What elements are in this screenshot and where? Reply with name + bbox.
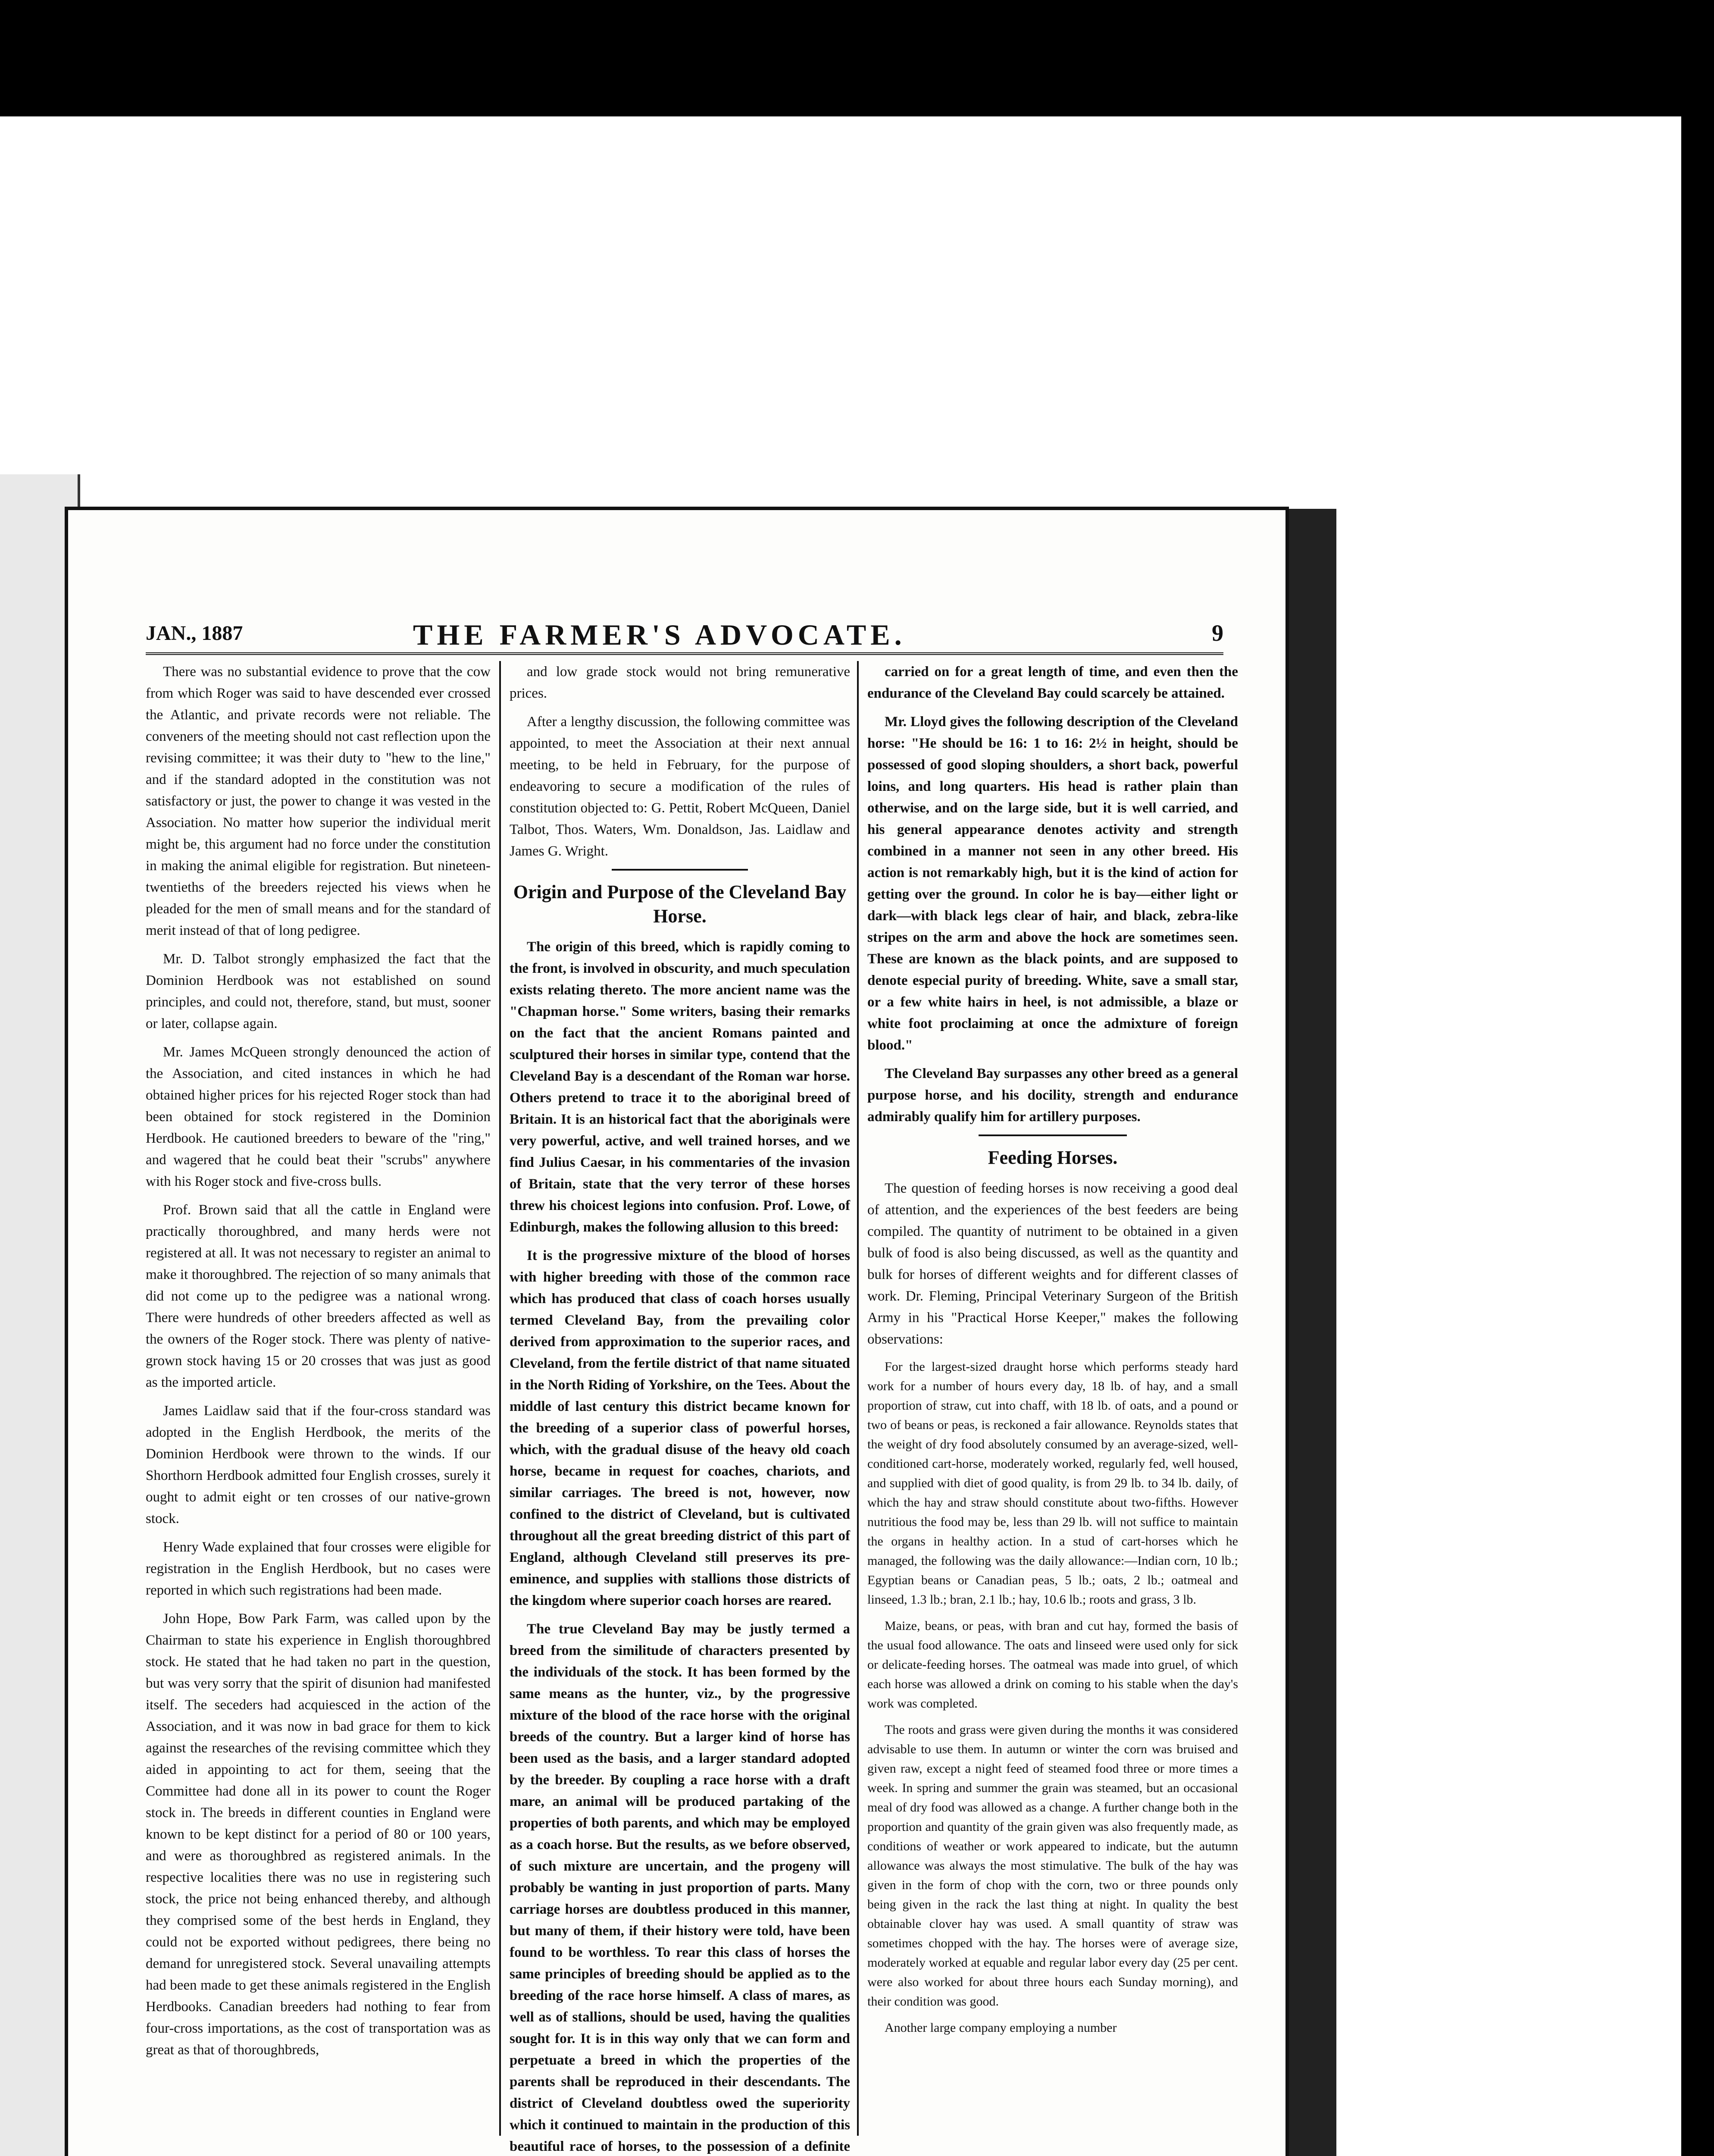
article-paragraph: Mr. James McQueen strongly denounced the action of the Association, and cited instances in which he had obtained higher prices for his rejected Roger stock than had been obtained for stock registered in the Dominion Herdbook. He cautioned breeders to beware of the "ring," and wagered that he could beat their "scrubs" anywhere with his Roger stock and five-cross bulls. — [146, 1044, 491, 1189]
article-paragraph: Prof. Brown said that all the cattle in England were practically thoroughbred, and many herds were not registered at all. It was not necessary to register an animal to make it thoroughbred. The rejection of so many animals that did not come up to the pedigree was a national wrong. There were hundreds of other breeders affected as well as the owners of the Roger stock. There was plenty of native-grown stock having 15 or 20 crosses that was just as good as the imported article. — [146, 1202, 491, 1390]
cleveland-bay-continued — [867, 661, 1238, 1128]
article-paragraph: Maize, beans, or peas, with bran and cut hay, formed the basis of the usual food allowance. The oats and linseed were used only for sick or delicate-feeding horses. The oatmeal was made into gruel, of which each horse was allowed a drink on coming to his stable when the day's work was completed. — [867, 1619, 1238, 1711]
article-paragraph: John Hope, Bow Park Farm, was called upon by the Chairman to state his experience in English thoroughbred stock. He stated that he had taken no part in the question, but was very sorry that the spirit of disunion had manifested itself. The seceders had acquiesced in the action of the Association, and it was now in bad grace for them to kick against the researches of the revising committee which they aided in appointing to act for them, seeing that the Committee had done all in its power to count the Roger stock in. The breeds in different counties in England were known to be kept distinct for a period of 80 or 100 years, and were as thoroughbred as registered animals. In the respective localities there was no use in registering such stock, the price not being enhanced thereby, and although they comprised some of the best herds in England, they could not be exported without pedigrees, there being no demand for unregistered stock. Several unavailing attempts had been made to get these animals registered in the English Herdbooks. Canadian breeders had nothing to fear from four-cross importations, as the cost of transportation was as great as that of thoroughbreds, — [146, 1611, 491, 2058]
article-paragraph: After a lengthy discussion, the following committee was appointed, to meet the Association at their next annual meeting, to be held in February, for the purpose of endeavoring to secure a modification of the rules of constitution objected to: G. Pettit, Robert McQueen, Daniel Talbot, Thos. Waters, Wm. Donaldson, Jas. Laidlaw and James G. Wright. — [510, 714, 850, 859]
article-paragraph: James Laidlaw said that if the four-cross standard was adopted in the English Herdbook, the merits of the Dominion Herdbook were thrown to the winds. If our Shorthorn Herdbook admitted four English crosses, surely it ought to admit eight or ten crosses of our native-grown stock. — [146, 1403, 491, 1526]
page-edge-shadow — [1285, 509, 1336, 2156]
article-paragraph: Mr. D. Talbot strongly emphasized the fact that the Dominion Herdbook was not established on sound principles, and could not, therefore, stand, but must, sooner or later, collapse again. — [146, 951, 491, 1031]
article-paragraph: and low grade stock would not bring remunerative prices. — [510, 664, 850, 701]
section-divider — [979, 1134, 1127, 1136]
column-1 — [146, 661, 491, 2136]
article-paragraph: Another large company employing a number — [885, 2021, 1117, 2035]
newspaper-page — [65, 507, 1289, 2156]
article-paragraph: There was no substantial evidence to prove that the cow from which Roger was said to have descended ever crossed the Atlantic, and private records were not reliable. The conveners of the meeting should not cast reflection upon the revising committee; it was their duty to "hew to the line," and if the standard adopted in the constitution was not satisfactory or just, the power to change it was vested in the Association. No matter how superior the individual merit might be, this argument had no force under the constitution in making the animal eligible for registration. But nineteen-twentieths of the breeders rejected his views when he pleaded for the men of small means and for the standard of merit instead of that of long pedigree. — [146, 664, 491, 938]
article-paragraph: The question of feeding horses is now receiving a good deal of attention, and the experiences of the best feeders are being compiled. The quantity of nutriment to be obtained in a given bulk of food is also being discussed, as well as the quantity and bulk for horses of different weights and for different classes of work. Dr. Fleming, Principal Veterinary Surgeon of the British Army in his "Practical Horse Keeper," makes the following observations: — [867, 1181, 1238, 1347]
article-paragraph: Mr. Lloyd gives the following description of the Cleveland horse: "He should be 16: 1 to 16: 2½ in height, should be possessed of good sloping shoulders, a short back, powerful loins, and long quarters. His head is rather plain than otherwise, and on the large side, but it is well carried, and his general appearance denotes activity and strength combined in a manner not seen in any other breed. His action is not remarkably high, but it is the kind of action for getting over the ground. In color he is bay—either light or dark—with black legs clear of hair, and black, zebra-like stripes on the arm and above the hock are sometimes seen. These are known as the black points, and are supposed to denote especial purity of breeding. White, save a small star, or a few white hairs in heel, is not admissible, a blaze or white foot proclaiming at once the admixture of foreign blood." — [867, 714, 1238, 1053]
article-paragraph: The roots and grass were given during the months it was considered advisable to use them. In autumn or winter the corn was bruised and given raw, except a night feed of steamed food three or more times a week. In spring and summer the grain was steamed, but an occasional meal of dry food was allowed as a change. A further change both in the proportion and quantity of the grain given was also frequently made, as conditions of weather or work appeared to indicate, but the autumn allowance was always the most stimulative. The bulk of the hay was given in the form of chop with the corn, two or three pounds only being given in the rack the last thing at night. In quality the best obtainable clover hay was used. A small quantity of straw was sometimes chopped with the hay. The horses were of average size, moderately worked at equable and regular labor every day (25 per cent. were also worked for about three hours each Sunday morning), and their condition was good. — [867, 1723, 1238, 2009]
cleveland-bay-article — [510, 936, 850, 2156]
column-3 — [857, 661, 1238, 2136]
scan-border-top — [0, 0, 1714, 116]
article-paragraph: Henry Wade explained that four crosses were eligible for registration in the English Herdbook, but no cases were reported in which such registrations had been made. — [146, 1539, 491, 1598]
feeding-horses-details — [867, 1357, 1238, 2037]
issue-date: JAN., 1887 — [146, 622, 243, 645]
article-paragraph: The origin of this breed, which is rapidly coming to the front, is involved in obscurity, and much speculation exists relating thereto. The more ancient name was the "Chapman horse." Some writers, basing their remarks on the fact that the ancient Romans painted and sculptured their horses in similar type, contend that the Cleveland Bay is a descendant of the Roman war horse. Others pretend to trace it to the aboriginal breed of Britain. It is an historical fact that the aboriginals were very powerful, active, and well trained horses, and we find Julius Caesar, in his commentaries of the invasion of Britain, state that the very terror of these horses threw his choicest legions into confusion. Prof. Lowe, of Edinburgh, makes the following allusion to this breed: — [510, 939, 850, 1235]
column-2 — [499, 661, 850, 2154]
article-paragraph: It is the progressive mixture of the blood of horses with higher breeding with those of the common race which has produced that class of coach horses usually termed Cleveland Bay, from the prevailing color derived from approximation to the superior races, and Cleveland, from the fertile district of that name situated in the North Riding of Yorkshire, on the Tees. About the middle of last century this district became known for the breeding of a superior class of powerful horses, which, with the gradual disuse of the heavy old coach horse, became in request for coaches, chariots, and similar carriages. The breed is not, however, now confined to the district of Cleveland, but is cultivated throughout all the great breeding district of this part of England, although Cleveland still preserves its pre-eminence, and supplies with stallions those districts of the kingdom where superior coach horses are reared. — [510, 1248, 850, 1608]
article-paragraph: carried on for a great length of time, and even then the endurance of the Cleveland Bay could scarcely be attained. — [867, 664, 1238, 701]
section-divider — [612, 869, 748, 871]
publication-title: THE FARMER'S ADVOCATE. — [413, 618, 906, 651]
page-number: 9 — [1212, 620, 1223, 646]
article-paragraph: The true Cleveland Bay may be justly termed a breed from the similitude of characters presented by the individuals of the stock. It has been formed by the same means as the hunter, viz., by the progressive mixture of the blood of the race horse with the original breeds of the country. But a larger kind of horse has been used as the basis, and a larger standard adopted by the breeder. By coupling a race horse with a draft mare, an animal will be produced partaking of the properties of both parents, and which may be employed as a coach horse. But the results, as we before observed, of such mixture are uncertain, and the progeny will probably be wanting in just proportion of parts. Many carriage horses are doubtless produced in this manner, but many of them, if their history were told, have been found to be worthless. To rear this class of horses the same principles of breeding should be applied as to the breeding of the race horse himself. A class of mares, as well as of stallions, should be used, having the qualities sought for. It is in this way only that we can form and perpetuate a breed in which the properties of the parents shall be reproduced in their descendants. The district of Cleveland doubtless owed the superiority which it continued to maintain in the production of this beautiful race of horses, to the possession of a definite — [510, 1621, 850, 2154]
masthead — [146, 618, 1223, 655]
section-heading-cleveland-bay: Origin and Purpose of the Cleveland Bay Horse. — [513, 881, 847, 927]
article-paragraph: For the largest-sized draught horse which performs steady hard work for a number of hours every day, 18 lb. of hay, and a small proportion of straw, cut into chaff, with 18 lb. of oats, and a pound or two of beans or peas, is reckoned a fair allowance. Reynolds states that the weight of dry food absolutely consumed by an average-sized, well-conditioned cart-horse, moderately worked, regularly fed, well housed, and supplied with diet of good quality, is from 29 lb. to 34 lb. daily, of which the hay and straw should constitute about two-fifths. However nutritious the food may be, less than 29 lb. will not suffice to maintain the organs in healthy action. In a stud of cart-horses which he managed, the following was the daily allowance:—Indian corn, 10 lb.; Egyptian beans or Canadian peas, 5 lb.; oats, 2 lb.; oatmeal and linseed, 1.3 lb.; bran, 2.1 lb.; hay, 10.6 lb.; roots and grass, 3 lb. — [867, 1360, 1238, 1607]
scan-border-right — [1681, 0, 1714, 2156]
section-heading-feeding-horses: Feeding Horses. — [988, 1147, 1118, 1168]
article-paragraph: The Cleveland Bay surpasses any other breed as a general purpose horse, and his docility, strength and endurance admirably qualify him for artillery purposes. — [867, 1066, 1238, 1125]
